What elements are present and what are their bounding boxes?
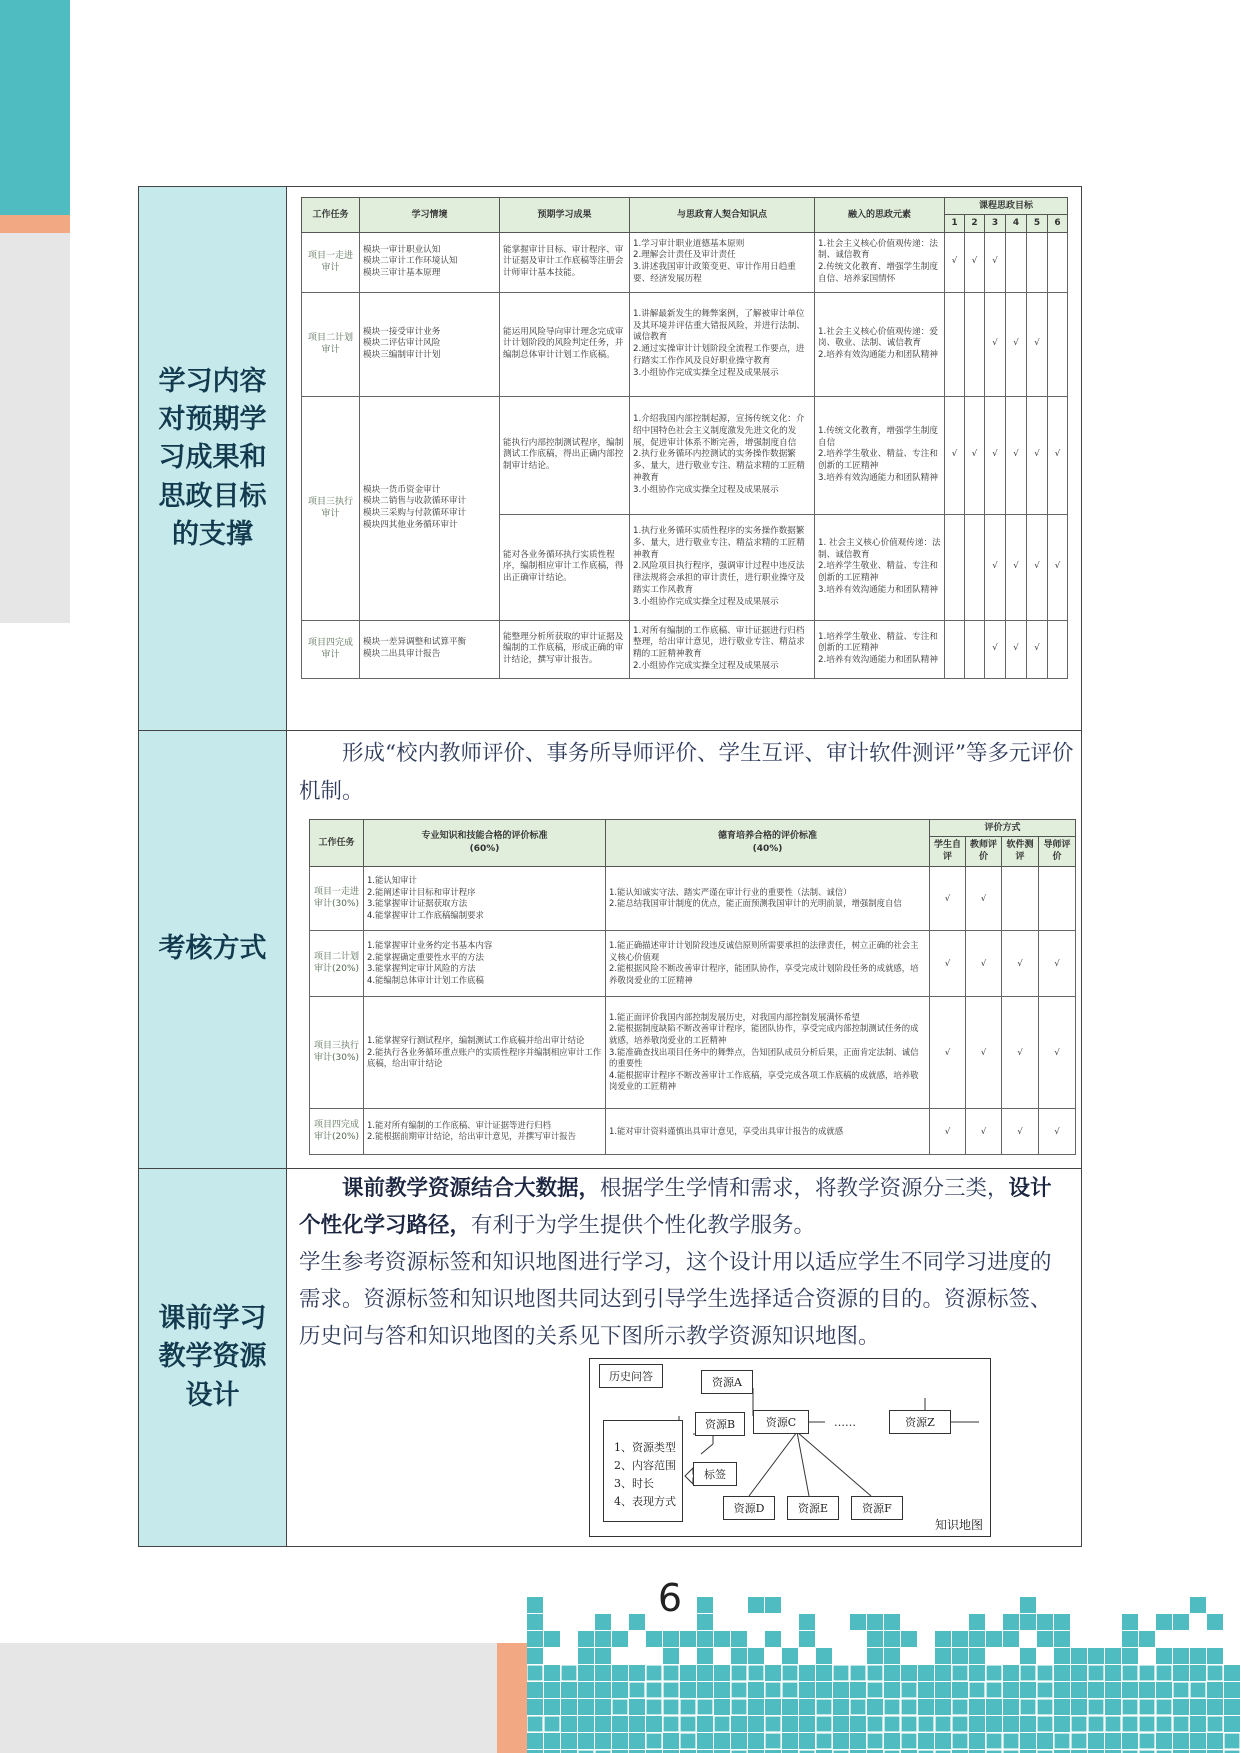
col-header-goals: 课程思政目标 [945,198,1068,215]
check-mark: √ [1048,396,1068,514]
check-mark: √ [1027,396,1048,514]
task-cell: 项目一走进审计(30%) [310,866,364,930]
check-mark: √ [1002,930,1039,996]
col-header-method: 评价方式 [930,819,1076,836]
decor-salmon-bar [0,215,70,233]
knowledge-cell: 1.对所有编制的工作底稿、审计证据进行归档整理，给出审计意见，进行敬业专注、精益求精的工匠精神教育 2.小组协作完成实操全过程及成果展示 [630,620,815,678]
col-header-mentor: 导师评价 [1039,837,1076,867]
check-mark: √ [1006,396,1027,514]
knowledge-cell: 1.讲解最新发生的舞弊案例，了解被审计单位及其环境并评估重大错报风险，并进行法制、诚信教育 2.通过实操审计计划阶段全流程工作要点，进行踏实工作作风及良好职业操守教育 3.小组协作完成实操全过程及成果展示 [630,292,815,396]
goal-number: 5 [1027,215,1048,232]
elements-cell: 1. 社会主义核心价值观传递：法制、诚信教育 2.培养学生敬业、精益、专注和创新的工匠精神 3.培养有效沟通能力和团队精神 [815,514,945,620]
table-row [302,232,1068,292]
task-cell: 项目三执行审计 [302,396,360,620]
resource-b-box: 资源B [695,1412,745,1436]
pro-cell: 1.能对所有编制的工作底稿、审计证据等进行归档 2.能根据前期审计结论，给出审计意见，并撰写审计报告 [364,1108,606,1154]
check-mark: √ [945,396,965,514]
check-mark: √ [966,1108,1002,1154]
tag-attributes-note: 1、资源类型 2、内容范围 3、时长 4、表现方式 [603,1420,683,1522]
elements-cell: 1.社会主义核心价值观传递：法制、诚信教育 2.传统文化教育、增强学生制度自信、培养家国情怀 [815,232,945,292]
pro-cell: 1.能掌握审计业务约定书基本内容 2.能掌握确定重要性水平的方法 3.能掌握判定审计风险的方法 4.能编制总体审计计划工作底稿 [364,930,606,996]
check-mark: √ [1002,1108,1039,1154]
check-mark: √ [966,930,1002,996]
footer-salmon-band [497,1643,527,1753]
task-cell: 项目四完成审计(20%) [310,1108,364,1154]
knowledge-map-caption: 知识地图 [934,1518,983,1532]
check-mark: √ [1039,996,1076,1108]
assessment-intro: 形成“校内教师评价、事务所导师评价、学生互评、审计软件测评”等多元评价机制。 [299,741,1074,804]
task-cell: 项目二计划审计 [302,292,360,396]
pro-cell: 1.能掌握穿行测试程序，编制测试工作底稿并给出审计结论 2.能执行各业务循环重点账户的实质性程序并编制相应审计工作底稿，给出审计结论 [364,996,606,1108]
task-cell: 项目二计划审计(20%) [310,930,364,996]
check-mark: √ [930,930,966,996]
col-header-task: 工作任务 [310,819,364,866]
resource-paragraph-1: 课前教学资源结合大数据，根据学生学情和需求，将教学资源分三类，设计个性化学习路径，有利于为学生提供个性化教学服务。 [299,1176,1052,1238]
pro-cell: 1.能认知审计 2.能阐述审计目标和审计程序 3.能掌握审计证据获取方法 4.能掌握审计工作底稿编制要求 [364,866,606,930]
footer-grey-band [0,1643,500,1753]
task-cell: 项目四完成审计 [302,620,360,678]
table-row [302,620,1068,678]
moral-cell: 1.能认知诚实守法、踏实严谨在审计行业的重要性（法制、诚信） 2.能总结我国审计制度的优点，能正面预测我国审计的光明前景，增强制度自信 [606,866,930,930]
table-row [310,866,1076,930]
check-mark: √ [985,514,1006,620]
section-label-learning-support: 学习内容对预期学习成果和思政目标的支撑 [139,187,287,731]
outcome-cell: 能运用风险导向审计理念完成审计计划阶段的风险判定任务，并编制总体审计计划工作底稿。 [500,292,630,396]
tag-box: 标签 [693,1462,737,1486]
history-qa-box: 历史问答 [599,1364,663,1388]
col-header-software: 软件测评 [1002,837,1039,867]
section-label-assessment: 考核方式 [139,731,287,1169]
section-label-resources: 课前学习教学资源设计 [139,1169,287,1547]
check-mark: √ [930,1108,966,1154]
knowledge-cell: 1.介绍我国内部控制起源，宣扬传统文化：介绍中国特色社会主义制度激发先进文化的发展，促进审计体系不断完善，增强制度自信 2.执行业务循环内控测试的实务操作数据繁多、量大，进行敬业专注、精益求精的工匠精神教育 3.小组协作完成实操全过程及成果展示 [630,396,815,514]
check-mark: √ [985,232,1006,292]
table-row [302,292,1068,396]
moral-cell: 1.能正面评价我国内部控制发展历史，对我国内部控制发展满怀希望 2.能根据制度缺陷不断改善审计程序，能团队协作，享受完成内部控制测试任务的成就感，培养敬岗爱业的工匠精神 3.能准确查找出项目任务中的舞弊点，告知团队成员分析后果，正面肯定法制、诚信的重要性 4.能根据审计程序不断改善审计工作底稿，享受完成各项工作底稿的成就感，培养敬岗爱业的工匠精神 [606,996,930,1108]
goal-number: 2 [965,215,985,232]
goal-number: 3 [985,215,1006,232]
col-header-teacher: 教师评价 [966,837,1002,867]
check-mark: √ [985,620,1006,678]
footer-pixel-pattern [527,1580,1240,1753]
scenario-cell: 模块一审计职业认知 模块二审计工作环境认知 模块三审计基本原理 [360,232,500,292]
table-row [302,396,1068,514]
moral-cell: 1.能对审计资料谨慎出具审计意见，享受出具审计报告的成就感 [606,1108,930,1154]
elements-cell: 1.社会主义核心价值观传递：爱岗、敬业、法制、诚信教育 2.培养有效沟通能力和团队精神 [815,292,945,396]
col-header-moral-standard: 德育培养合格的评价标准 (40%) [606,819,930,866]
check-mark: √ [966,866,1002,930]
decor-grey-bar [0,233,70,623]
table-row [310,996,1076,1108]
resource-c-box: 资源C [753,1410,809,1434]
check-mark: √ [1039,930,1076,996]
col-header-outcome: 预期学习成果 [500,198,630,233]
ellipsis: …… [825,1410,865,1434]
check-mark: √ [1027,514,1048,620]
col-header-pro-standard: 专业知识和技能合格的评价标准 (60%) [364,819,606,866]
goal-number: 1 [945,215,965,232]
check-mark: √ [965,232,985,292]
col-header-knowledge: 与思政育人契合知识点 [630,198,815,233]
check-mark: √ [930,996,966,1108]
check-mark: √ [1006,620,1027,678]
col-header-elements: 融入的思政元素 [815,198,945,233]
knowledge-map-diagram [589,1358,991,1537]
resource-z-box: 资源Z [889,1410,951,1434]
resource-e-box: 资源E [787,1496,839,1520]
course-design-table [138,186,1082,1547]
outcome-cell: 能执行内部控制测试程序，编制测试工作底稿，得出正确内部控制审计结论。 [500,396,630,514]
resource-highlight-2: 设计个性化学习路径， [299,1176,1052,1238]
check-mark: √ [930,866,966,930]
knowledge-cell: 1.执行业务循环实质性程序的实务操作数据繁多、量大，进行敬业专注、精益求精的工匠精神教育 2.风险项目执行程序，强调审计过程中违反法律法规将会承担的审计责任，进行职业操守及踏实工作风教育 3.小组协作完成实操全过程及成果展示 [630,514,815,620]
check-mark: √ [1006,514,1027,620]
knowledge-cell: 1.学习审计职业道德基本原则 2.理解会计责任及审计责任 3.讲述我国审计政策变更、审计作用日趋重要、经济发展历程 [630,232,815,292]
table-row [310,930,1076,996]
outcome-cell: 能对各业务循环执行实质性程序，编制相应审计工作底稿，得出正确审计结论。 [500,514,630,620]
task-cell: 项目一走进审计 [302,232,360,292]
learning-outcomes-table [301,197,1068,679]
goal-number: 6 [1048,215,1068,232]
check-mark: √ [1006,292,1027,396]
check-mark: √ [965,396,985,514]
check-mark: √ [945,232,965,292]
check-mark: √ [966,996,1002,1108]
col-header-scenario: 学习情境 [360,198,500,233]
outcome-cell: 能掌握审计目标、审计程序、审计证据及审计工作底稿等注册会计师审计基本技能。 [500,232,630,292]
elements-cell: 1.传统文化教育，增强学生制度自信 2.培养学生敬业、精益、专注和创新的工匠精神 3.培养有效沟通能力和团队精神 [815,396,945,514]
resource-paragraph-2: 学生参考资源标签和知识地图进行学习，这个设计用以适应学生不同学习进度的需求。资源标签和知识地图共同达到引导学生选择适合资源的目的。资源标签、历史问与答和知识地图的关系见下图所示教学资源知识地图。 [299,1249,1052,1349]
col-header-task: 工作任务 [302,198,360,233]
table-row [310,1108,1076,1154]
resource-a-box: 资源A [701,1370,753,1394]
col-header-self: 学生自评 [930,837,966,867]
resource-d-box: 资源D [723,1496,775,1520]
moral-cell: 1.能正确描述审计计划阶段违反诚信原则所需要承担的法律责任，树立正确的社会主义核心价值观 2.能根据风险不断改善审计程序，能团队协作，享受完成计划阶段任务的成就感，培养敬岗爱业的工匠精神 [606,930,930,996]
check-mark: √ [985,396,1006,514]
goal-number: 4 [1006,215,1027,232]
check-mark: √ [1027,620,1048,678]
resource-f-box: 资源F [851,1496,903,1520]
task-cell: 项目三执行审计(30%) [310,996,364,1108]
check-mark: √ [985,292,1006,396]
decor-teal-bar [0,0,70,215]
assessment-table [309,819,1076,1155]
outcome-cell: 能整理分析所获取的审计证据及编制的工作底稿，形成正确的审计结论，撰写审计报告。 [500,620,630,678]
check-mark: √ [1002,996,1039,1108]
scenario-cell: 模块一接受审计业务 模块二评估审计风险 模块三编制审计计划 [360,292,500,396]
elements-cell: 1.培养学生敬业、精益、专注和创新的工匠精神 2.培养有效沟通能力和团队精神 [815,620,945,678]
page-number: 6 [657,1576,683,1620]
scenario-cell: 模块一货币资金审计 模块二销售与收款循环审计 模块三采购与付款循环审计 模块四其他业务循环审计 [360,396,500,620]
resource-highlight-1: 课前教学资源结合大数据， [342,1176,601,1201]
scenario-cell: 模块一差异调整和试算平衡 模块二出具审计报告 [360,620,500,678]
check-mark: √ [1039,1108,1076,1154]
check-mark: √ [1027,292,1048,396]
check-mark: √ [1048,514,1068,620]
